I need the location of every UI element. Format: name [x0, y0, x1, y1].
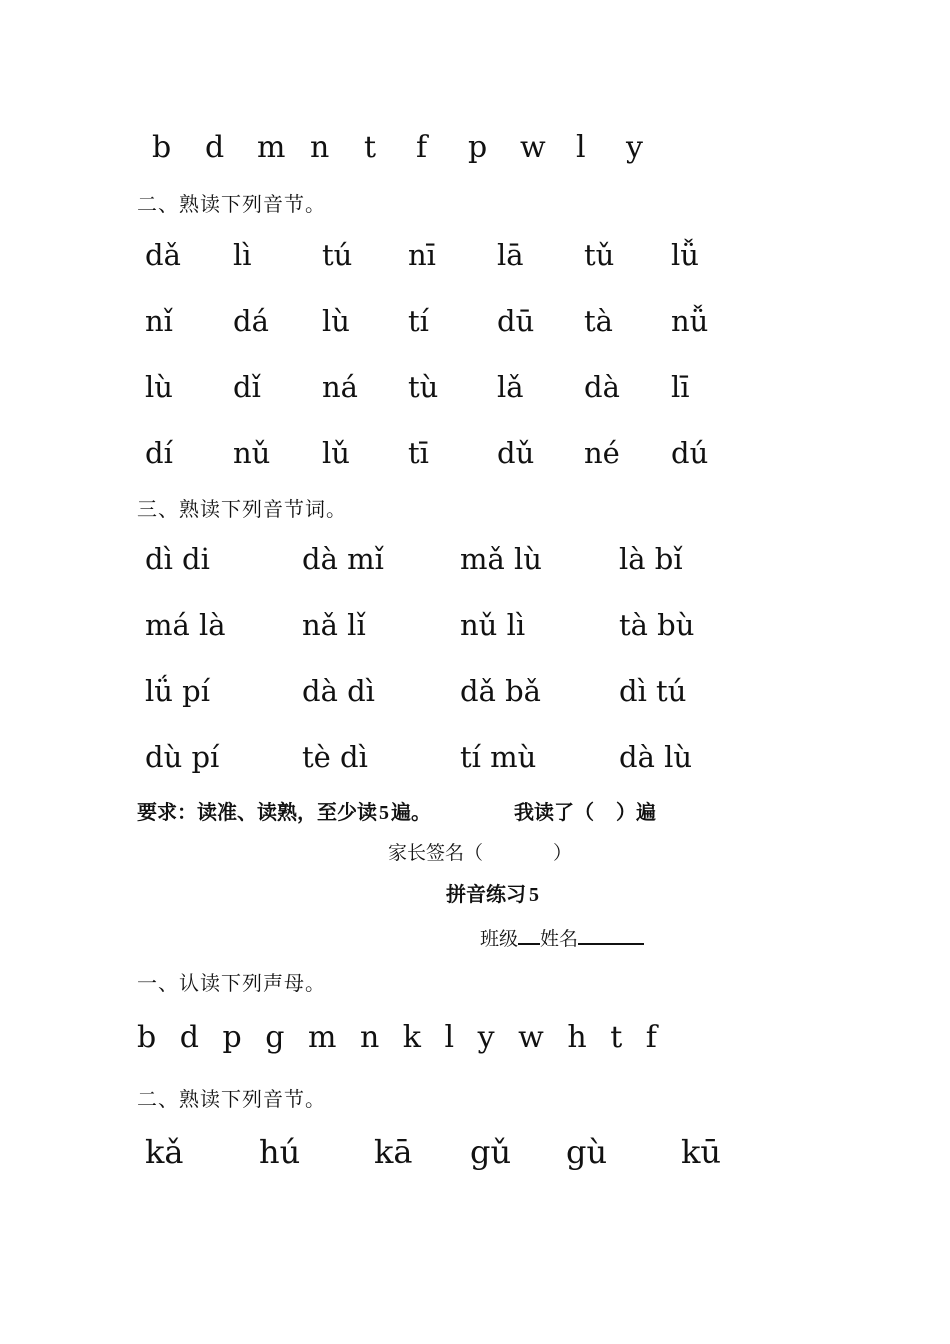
syllable: nǔ	[233, 436, 271, 470]
parent-signature-label: 家长签名（	[388, 842, 484, 864]
initial-letter: b	[152, 130, 172, 165]
syllable: lǎ	[497, 370, 524, 404]
requirement-unit: 遍。	[391, 800, 431, 824]
requirement-count: 5	[379, 802, 389, 824]
class-label: 班级	[480, 928, 519, 950]
initial-letter: y	[626, 130, 643, 165]
syllable: tù	[408, 370, 439, 404]
syllable-word: mǎ lù	[460, 542, 542, 576]
syllable-word: nǎ lǐ	[302, 608, 366, 642]
exercise-title	[446, 878, 539, 907]
syllable: gù	[566, 1133, 608, 1171]
syllable-word: là bǐ	[619, 542, 683, 576]
initial-letter: t	[364, 130, 377, 165]
syllable: lǔ	[322, 436, 350, 470]
syllable: nǚ	[671, 304, 709, 338]
syllable-word: má là	[145, 608, 226, 642]
name-label: 姓名	[540, 928, 579, 950]
requirement-line	[137, 796, 431, 825]
syllable-word: lǘ pí	[145, 674, 211, 708]
initial-letter: p	[468, 130, 488, 165]
syllable: tǔ	[584, 238, 615, 272]
syllable-word: nǔ lì	[460, 608, 526, 642]
exercise-title-text: 拼音练习	[446, 882, 526, 906]
syllable: kǎ	[145, 1133, 184, 1171]
syllable: dá	[233, 304, 269, 338]
requirement-text: 要求：读准、读熟，至少读	[137, 800, 377, 824]
syllable: lā	[497, 238, 524, 272]
section-heading-words: 三、熟读下列音节词。	[137, 497, 347, 521]
syllable: gǔ	[470, 1133, 512, 1171]
parent-signature	[388, 838, 572, 865]
section-heading-syllables: 二、熟读下列音节。	[137, 192, 326, 216]
read-count-label: 我读了（	[514, 800, 594, 824]
syllable: lì	[233, 238, 252, 272]
syllable: dà	[584, 370, 620, 404]
syllable: dū	[497, 304, 535, 338]
read-count-close: ）遍	[616, 800, 656, 824]
initial-letter: m	[257, 130, 286, 165]
read-count-line	[514, 796, 656, 825]
initial-letter: f	[416, 130, 428, 165]
syllable: dǎ	[145, 238, 181, 272]
syllable: ná	[322, 370, 358, 404]
syllable: né	[584, 436, 620, 470]
syllable-word: dì di	[145, 542, 210, 576]
section-heading-syllables-2: 二、熟读下列音节。	[137, 1087, 326, 1111]
syllable: lù	[322, 304, 350, 338]
syllable: dú	[671, 436, 709, 470]
syllable: tú	[322, 238, 353, 272]
parent-signature-close: ）	[553, 842, 573, 864]
syllable: dǐ	[233, 370, 261, 404]
exercise-number: 5	[529, 884, 539, 906]
syllable-word: tà bù	[619, 608, 695, 642]
syllable: lī	[671, 370, 690, 404]
syllable: hú	[259, 1133, 301, 1171]
syllable-word: dà mǐ	[302, 542, 384, 576]
class-blank[interactable]	[518, 925, 540, 945]
syllable-word: dà lù	[619, 740, 693, 774]
syllable: tí	[408, 304, 429, 338]
syllable: dǔ	[497, 436, 535, 470]
syllable: lǚ	[671, 238, 699, 272]
syllable: lù	[145, 370, 173, 404]
syllable: tà	[584, 304, 613, 338]
syllable: dí	[145, 436, 173, 470]
syllable: nǐ	[145, 304, 173, 338]
initial-letter: d	[205, 130, 225, 165]
initial-letter: n	[310, 130, 330, 165]
syllable: kū	[681, 1133, 721, 1171]
syllable-word: dǎ bǎ	[460, 674, 541, 708]
syllable-word: tè dì	[302, 740, 368, 774]
initials-row-2: b d p g m n k l y w h t f	[137, 1020, 663, 1055]
name-blank[interactable]	[578, 925, 644, 945]
initial-letter: w	[520, 130, 546, 165]
syllable-word: tí mù	[460, 740, 537, 774]
class-name-line	[480, 924, 644, 951]
initial-letter: l	[576, 130, 586, 165]
syllable-word: dà dì	[302, 674, 375, 708]
syllable: nī	[408, 238, 436, 272]
section-heading-initials: 一、认读下列声母。	[137, 971, 326, 995]
syllable-word: dì tú	[619, 674, 687, 708]
initials-row-1	[0, 130, 950, 170]
syllable-word: dù pí	[145, 740, 220, 774]
syllable: kā	[374, 1133, 413, 1171]
syllable: tī	[408, 436, 429, 470]
